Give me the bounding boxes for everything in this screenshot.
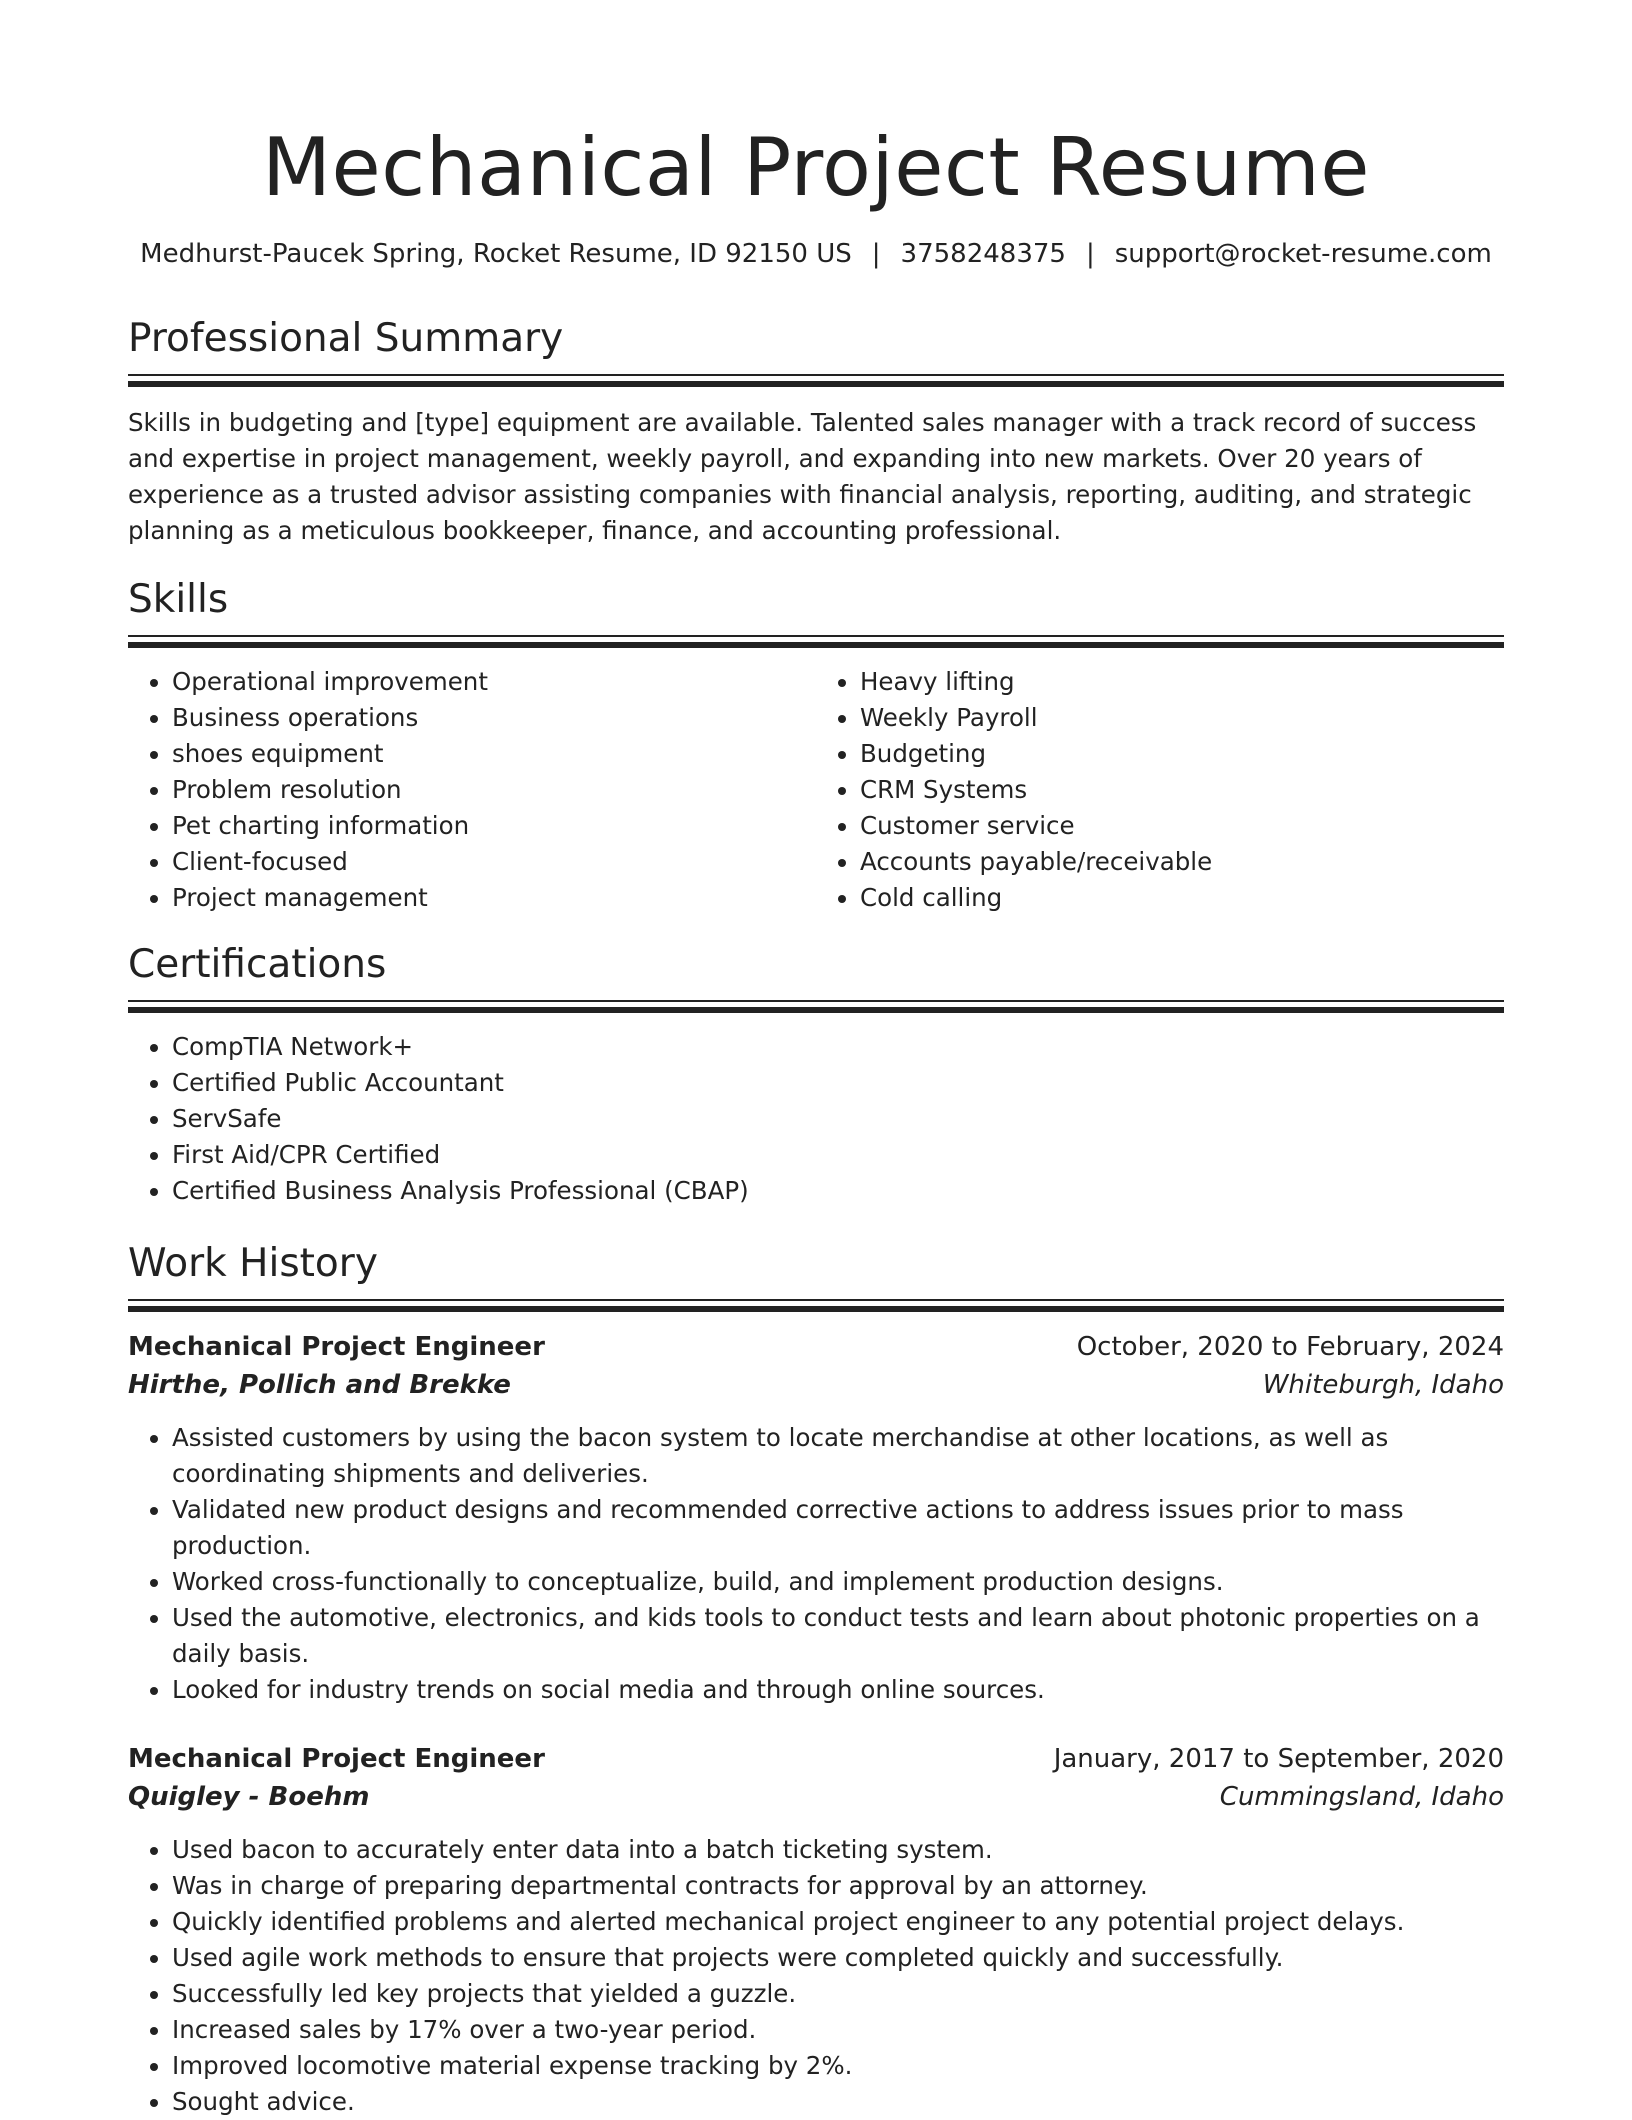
duty-item: • Used bacon to accurately enter data into a batch ticketing system. (172, 1832, 1504, 1868)
job-duties (128, 1832, 1504, 2120)
job-header (128, 1740, 1504, 1778)
duty-item: • Assisted customers by using the bacon system to locate merchandise at other locations, as well as coordinating shipments and deliveries. (172, 1420, 1504, 1492)
duty-item: • Sought advice. (172, 2084, 1504, 2120)
duty-item: • Used agile work methods to ensure that projects were completed quickly and successfully. (172, 1940, 1504, 1976)
divider (128, 1299, 1504, 1301)
duty-item: • Used the automotive, electronics, and kids tools to conduct tests and learn about photonic properties on a daily basis. (172, 1600, 1504, 1672)
skill-item: • Accounts payable/receivable (860, 844, 1504, 880)
section-heading-work-history: Work History (128, 1241, 378, 1286)
job-entry (128, 1328, 1504, 1708)
divider (128, 1306, 1504, 1312)
skill-item: • Operational improvement (172, 664, 816, 700)
certification-item: • Certified Public Accountant (172, 1065, 1504, 1101)
skill-item: • Client-focused (172, 844, 816, 880)
duty-item: • Improved locomotive material expense tracking by 2%. (172, 2048, 1504, 2084)
job-header (128, 1328, 1504, 1366)
duty-item: • Successfully led key projects that yielded a guzzle. (172, 1976, 1504, 2012)
skills-list-left (128, 664, 816, 916)
contact-line (128, 236, 1504, 272)
skills-columns (128, 648, 1504, 916)
skill-item: • Weekly Payroll (860, 700, 1504, 736)
job-entry (128, 1740, 1504, 2120)
job-location: Cummingsland, Idaho (1219, 1782, 1504, 1812)
divider (128, 381, 1504, 387)
summary-text: Skills in budgeting and [type] equipment are available. Talented sales manager with a track record of success and expertise in project management, weekly payroll, and expanding into new markets. Over 20 years of experience as a trusted advisor assisting companies with financial analysis, reporting, auditing, and strategic planning as a meticulous bookkeeper, finance, and accounting professional. (128, 408, 1477, 545)
job-subheader (128, 1366, 1504, 1404)
duty-item: • Quickly identified problems and alerted mechanical project engineer to any potential project delays. (172, 1904, 1504, 1940)
certifications-list (128, 1029, 1504, 1209)
divider (128, 1007, 1504, 1013)
certification-item: • CompTIA Network+ (172, 1029, 1504, 1065)
job-title: Mechanical Project Engineer (128, 1744, 545, 1774)
separator: | (1085, 239, 1095, 269)
phone: 3758248375 (900, 239, 1066, 269)
email: support@rocket-resume.com (1114, 239, 1492, 269)
job-duties (128, 1420, 1504, 1708)
skill-item: • Pet charting information (172, 808, 816, 844)
duty-item: • Was in charge of preparing departmental contracts for approval by an attorney. (172, 1868, 1504, 1904)
duty-item: • Validated new product designs and recommended corrective actions to address issues prior to mass production. (172, 1492, 1504, 1564)
duty-item: • Increased sales by 17% over a two-year period. (172, 2012, 1504, 2048)
skill-item: • Customer service (860, 808, 1504, 844)
section-heading-summary: Professional Summary (128, 316, 564, 361)
job-title: Mechanical Project Engineer (128, 1332, 545, 1362)
skill-item: • Project management (172, 880, 816, 916)
job-location: Whiteburgh, Idaho (1262, 1370, 1504, 1400)
certification-item: • First Aid/CPR Certified (172, 1137, 1504, 1173)
job-company: Hirthe, Pollich and Brekke (128, 1370, 511, 1400)
divider (128, 635, 1504, 637)
summary-section (128, 314, 1504, 549)
separator: | (871, 239, 881, 269)
job-dates: October, 2020 to February, 2024 (1076, 1332, 1504, 1362)
skills-list-right (816, 664, 1504, 916)
skill-item: • Business operations (172, 700, 816, 736)
duty-item: • Worked cross-functionally to conceptualize, build, and implement production designs. (172, 1564, 1504, 1600)
certification-item: • Certified Business Analysis Professional (CBAP) (172, 1173, 1504, 1209)
section-heading-certifications: Certifications (128, 942, 387, 987)
certification-item: • ServSafe (172, 1101, 1504, 1137)
duty-item: • Looked for industry trends on social media and through online sources. (172, 1672, 1504, 1708)
resume-title: Mechanical Project Resume (262, 121, 1370, 214)
certifications-section (128, 940, 1504, 1209)
job-dates: January, 2017 to September, 2020 (1053, 1744, 1504, 1774)
skill-item: • Cold calling (860, 880, 1504, 916)
skill-item: • Heavy lifting (860, 664, 1504, 700)
skill-item: • Budgeting (860, 736, 1504, 772)
skills-section (128, 575, 1504, 916)
job-subheader (128, 1778, 1504, 1816)
divider (128, 374, 1504, 376)
skill-item: • Problem resolution (172, 772, 816, 808)
skill-item: • CRM Systems (860, 772, 1504, 808)
work-history-section (128, 1239, 1504, 2120)
skill-item: • shoes equipment (172, 736, 816, 772)
address: Medhurst-Paucek Spring, Rocket Resume, ID 92150 US (140, 239, 852, 269)
section-heading-skills: Skills (128, 577, 229, 622)
job-company: Quigley - Boehm (128, 1782, 370, 1812)
resume-page (128, 0, 1504, 2120)
divider (128, 1000, 1504, 1002)
